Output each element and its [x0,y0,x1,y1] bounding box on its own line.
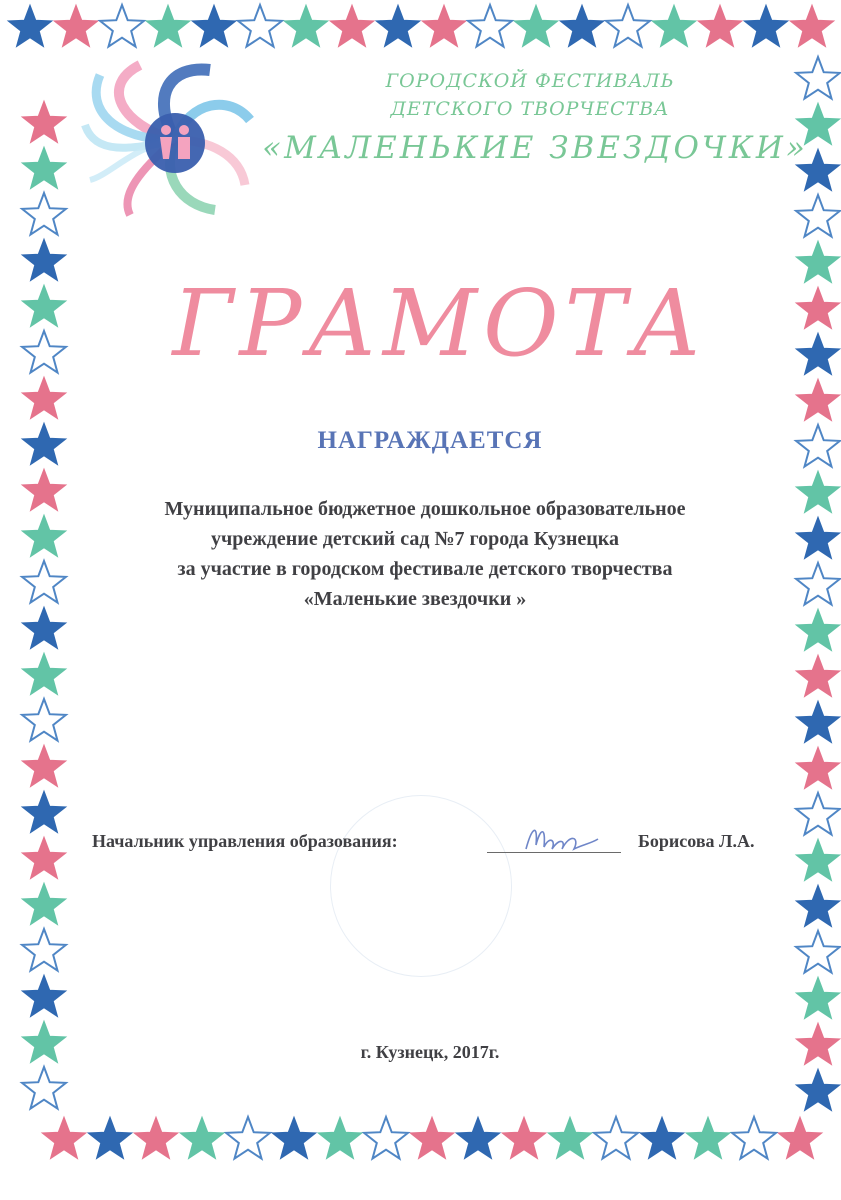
handwritten-signature [522,815,602,860]
border-star [272,1117,316,1159]
border-star [22,331,66,373]
border-star [22,607,66,649]
border-star [318,1117,362,1159]
border-star [686,1117,730,1159]
border-star [100,5,144,47]
border-star [22,101,66,143]
signatory-name: Борисова Л.А. [638,831,755,851]
border-star [548,1117,592,1159]
border-star [22,699,66,741]
border-star [22,1021,66,1063]
border-star [796,701,840,743]
border-star [796,563,840,605]
border-star [796,931,840,973]
border-star [606,5,650,47]
border-star [790,5,834,47]
border-star [22,975,66,1017]
certificate-title: ГРАМОТА [172,270,708,377]
border-star [796,333,840,375]
festival-logo [80,55,270,220]
border-star [22,929,66,971]
border-star [22,423,66,465]
festival-title-line-1: ГОРОДСКОЙ ФЕСТИВАЛЬ [385,70,675,92]
border-star [594,1117,638,1159]
border-star [146,5,190,47]
festival-title-line-2: ДЕТСКОГО ТВОРЧЕСТВА [390,98,670,120]
border-star [22,837,66,879]
border-star [54,5,98,47]
border-star [22,193,66,235]
border-star [376,5,420,47]
border-star [22,285,66,327]
border-star [42,1117,86,1159]
border-star [22,1067,66,1109]
border-star [134,1117,178,1159]
border-star [410,1117,454,1159]
border-star [8,5,52,47]
border-star [796,425,840,467]
border-star [364,1117,408,1159]
border-star [796,195,840,237]
border-star [330,5,374,47]
awarded-label: НАГРАЖДАЕТСЯ [317,427,543,454]
border-star [796,747,840,789]
border-star [744,5,788,47]
border-star [796,885,840,927]
border-star [22,653,66,695]
border-star [422,5,466,47]
border-star [180,1117,224,1159]
border-star [652,5,696,47]
border-star [238,5,282,47]
border-star [796,241,840,283]
border-star [514,5,558,47]
border-star [796,517,840,559]
place-and-date: г. Кузнецк, 2017г. [360,1042,500,1062]
border-star [468,5,512,47]
recipient-line-2: учреждение детский сад №7 города Кузнецка [211,528,619,550]
festival-name: «МАЛЕНЬКИЕ ЗВЕЗДОЧКИ» [262,130,808,166]
border-star [22,745,66,787]
border-star [796,379,840,421]
border-star [796,609,840,651]
recipient-line-1: Муниципальное бюджетное дошкольное образовательное [164,498,686,520]
border-star [88,1117,132,1159]
border-star [698,5,742,47]
border-star [502,1117,546,1159]
border-star [796,793,840,835]
border-star [778,1117,822,1159]
border-star [796,1069,840,1111]
border-star [796,471,840,513]
border-star [226,1117,270,1159]
border-star [796,287,840,329]
border-star [22,377,66,419]
reason-line-1: за участие в городском фестивале детского творчества [177,558,673,580]
border-star [22,239,66,281]
border-star [796,655,840,697]
border-star [22,883,66,925]
border-star [192,5,236,47]
border-star [796,1023,840,1065]
signatory-title: Начальник управления образования: [92,831,398,851]
border-star [796,839,840,881]
border-star [22,147,66,189]
border-star [456,1117,500,1159]
border-star [796,57,840,99]
border-star [284,5,328,47]
border-star [732,1117,776,1159]
faded-stamp [330,795,512,977]
border-star [640,1117,684,1159]
reason-line-2: «Маленькие звездочки » [303,588,527,610]
border-star [22,791,66,833]
border-star [560,5,604,47]
border-star [796,977,840,1019]
